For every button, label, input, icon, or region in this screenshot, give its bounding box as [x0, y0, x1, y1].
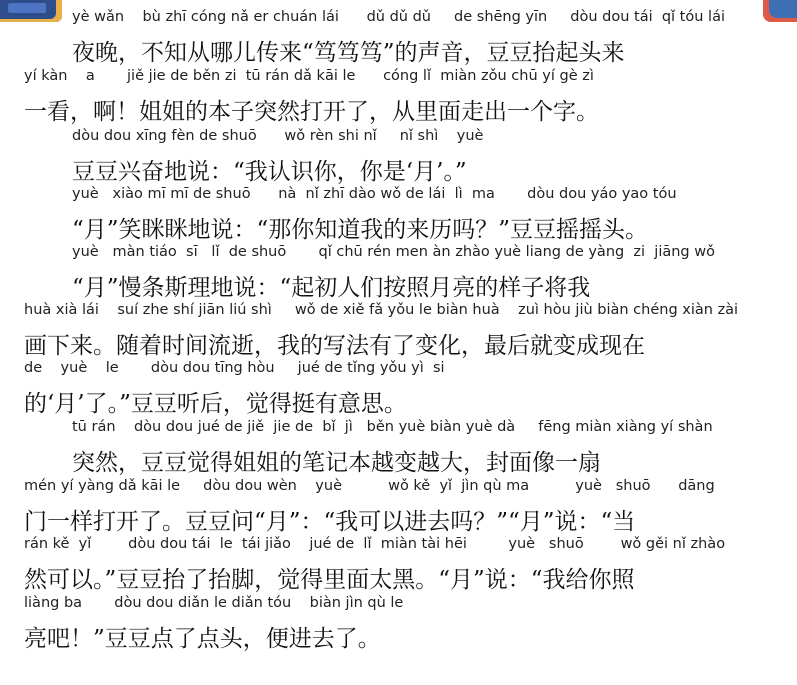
pinyin-line: yuè xiào mī mī de shuō nà nǐ zhī dào wǒ de lái lì ma dòu dou yáo yao tóu [72, 186, 677, 202]
pinyin-line: mén yí yàng dǎ kāi le dòu dou wèn yuè wǒ kě yǐ jìn qù ma yuè shuō dāng [24, 478, 715, 494]
pinyin-line: tū rán dòu dou jué de jiě jie de bǐ jì běn yuè biàn yuè dà fēng miàn xiàng yí shàn [72, 419, 713, 435]
pinyin-line: huà xià lái suí zhe shí jiān liú shì wǒ de xiě fǎ yǒu le biàn huà zuì hòu jiù biàn chéng xiàn zài [24, 302, 739, 318]
text-line: 的‘月’了。”豆豆听后，觉得挺有意思。 [24, 391, 407, 417]
text-line: “月”慢条斯理地说：“起初人们按照月亮的样子将我 [72, 275, 591, 301]
pinyin-line: yí kàn a jiě jie de běn zi tū rán dǎ kāi le cóng lǐ miàn zǒu chū yí gè zì [24, 68, 594, 84]
pinyin-line: liàng ba dòu dou diǎn le diǎn tóu biàn jìn qù le [24, 595, 404, 611]
text-line: 夜晚，不知从哪儿传来“笃笃笃”的声音，豆豆抬起头来 [72, 40, 625, 66]
text-line: 门一样打开了。豆豆问“月”：“我可以进去吗？”“月”说：“当 [24, 509, 636, 535]
pinyin-line: rán kě yǐ dòu dou tái le tái jiǎo jué de lǐ miàn tài hēi yuè shuō wǒ gěi nǐ zhào [24, 536, 726, 552]
book-icon [0, 0, 62, 22]
pinyin-line: dòu dou xīng fèn de shuō wǒ rèn shi nǐ nǐ shì yuè [72, 128, 484, 144]
text-line: 亮吧！”豆豆点了点头，便进去了。 [24, 626, 381, 652]
text-line: 豆豆兴奋地说：“我认识你，你是‘月’。” [72, 159, 467, 185]
text-line: 一看，啊！姐姐的本子突然打开了，从里面走出一个字。 [24, 99, 599, 125]
text-line: 然可以。”豆豆抬了抬脚，觉得里面太黑。“月”说：“我给你照 [24, 567, 635, 593]
pinyin-line: de yuè le dòu dou tīng hòu jué de tǐng yǒu yì si [24, 360, 445, 376]
text-line: 突然，豆豆觉得姐姐的笔记本越变越大，封面像一扇 [72, 450, 601, 476]
pinyin-line: yuè màn tiáo sī lǐ de shuō qǐ chū rén men àn zhào yuè liang de yàng zi jiāng wǒ [72, 244, 715, 260]
pinyin-line: yè wǎn bù zhī cóng nǎ er chuán lái dǔ dǔ dǔ de shēng yīn dòu dou tái qǐ tóu lái [72, 9, 725, 25]
text-line: “月”笑眯眯地说：“那你知道我的来历吗？”豆豆摇摇头。 [72, 217, 649, 243]
text-line: 画下来。随着时间流逝，我的写法有了变化，最后就变成现在 [24, 333, 645, 359]
